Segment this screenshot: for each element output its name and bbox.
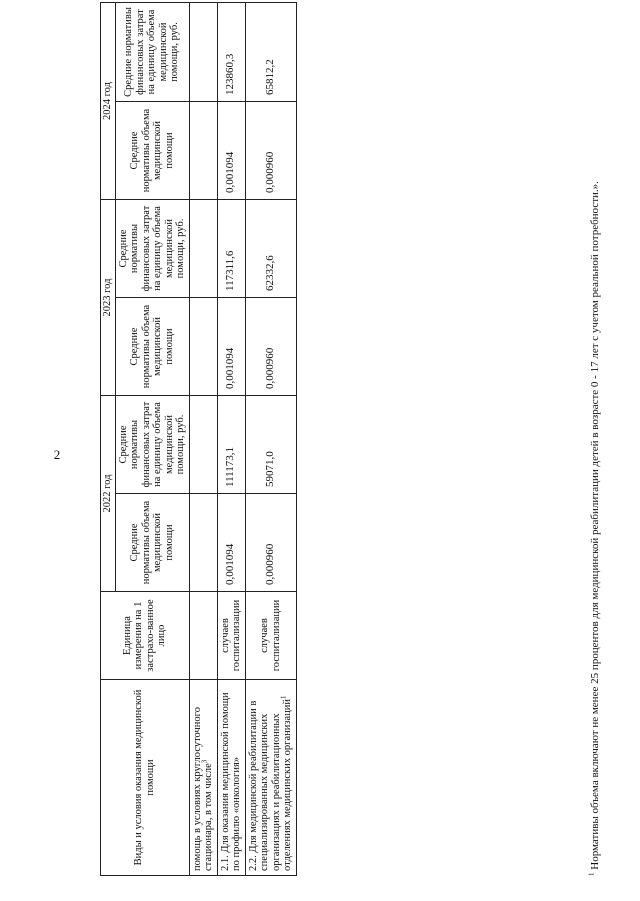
cell-volume-2023: 0,000960	[245, 298, 296, 396]
row-label-text: 2.1. Для оказания медицинской помощи по профилю «онкология»	[219, 692, 242, 871]
header-cost-2022: Средние нормативы финансовых затрат на единицу объема медицинской помощи, руб.	[115, 396, 189, 494]
header-kind: Виды и условия оказания медицинской помощи	[101, 680, 190, 876]
cell-volume-2022	[189, 494, 217, 592]
cell-cost-2024: 65812,2	[245, 3, 296, 102]
table-row	[245, 3, 296, 876]
cell-cost-2023: 62332,6	[245, 200, 296, 298]
footnote-text: Нормативы объема включают не менее 25 процентов для медицинской реабилитации детей в возрасте 0 - 17 лет с учетом реальной потребности.».	[589, 181, 601, 870]
footnote-ref: 3	[200, 759, 209, 764]
cell-cost-2022: 111173,1	[217, 396, 245, 494]
table-row	[189, 3, 217, 876]
header-cost-2023: Средние нормативы финансовых затрат на единицу объема медицинской помощи, руб.	[115, 200, 189, 298]
cell-cost-2022	[189, 396, 217, 494]
header-volume-2023: Средние нормативы объема медицинской помощи	[115, 298, 189, 396]
row-unit: случаев госпитализации	[245, 592, 296, 680]
row-label	[245, 680, 296, 876]
footnote-marker: 1	[587, 872, 596, 876]
cell-volume-2022: 0,001094	[217, 494, 245, 592]
footnote	[587, 16, 603, 876]
header-volume-2022: Средние нормативы объема медицинской помощи	[115, 494, 189, 592]
row-label-text: 2.2. Для медицинской реабилитации в специализированных медицинских организациях и реабилитационных отделениях медицинских организаций	[247, 698, 293, 871]
page-number: 2	[53, 447, 61, 462]
header-volume-2024: Средние нормативы объема медицинской помощи	[115, 102, 189, 200]
row-label-text: помощь в условиях круглосуточного стационара, в том числе	[191, 707, 214, 871]
cell-cost-2023: 117311,6	[217, 200, 245, 298]
cell-volume-2023	[189, 298, 217, 396]
header-unit: Единица измерения на 1 застрахо-ванное лицо	[101, 592, 190, 680]
row-label	[189, 680, 217, 876]
row-unit	[189, 592, 217, 680]
cell-volume-2022: 0,000960	[245, 494, 296, 592]
cell-cost-2023	[189, 200, 217, 298]
cell-volume-2024: 0,000960	[245, 102, 296, 200]
header-year-2024: 2024 год	[101, 3, 116, 200]
row-label	[217, 680, 245, 876]
cell-cost-2024	[189, 3, 217, 102]
cell-cost-2022: 59071,0	[245, 396, 296, 494]
row-unit: случаев госпитализации	[217, 592, 245, 680]
cell-cost-2024: 123860,3	[217, 3, 245, 102]
footnote-ref: 1	[279, 695, 288, 699]
cell-volume-2024: 0,001094	[217, 102, 245, 200]
table-row	[217, 3, 245, 876]
header-year-2022: 2022 год	[101, 396, 116, 592]
cell-volume-2024	[189, 102, 217, 200]
norms-table	[100, 2, 297, 876]
rotated-page-content	[91, 0, 640, 901]
header-cost-2024: Средние нормативы финансовых затрат на единицу объема медицинской помощи, руб.	[115, 3, 189, 102]
header-year-2023: 2023 год	[101, 200, 116, 396]
cell-volume-2023: 0,001094	[217, 298, 245, 396]
